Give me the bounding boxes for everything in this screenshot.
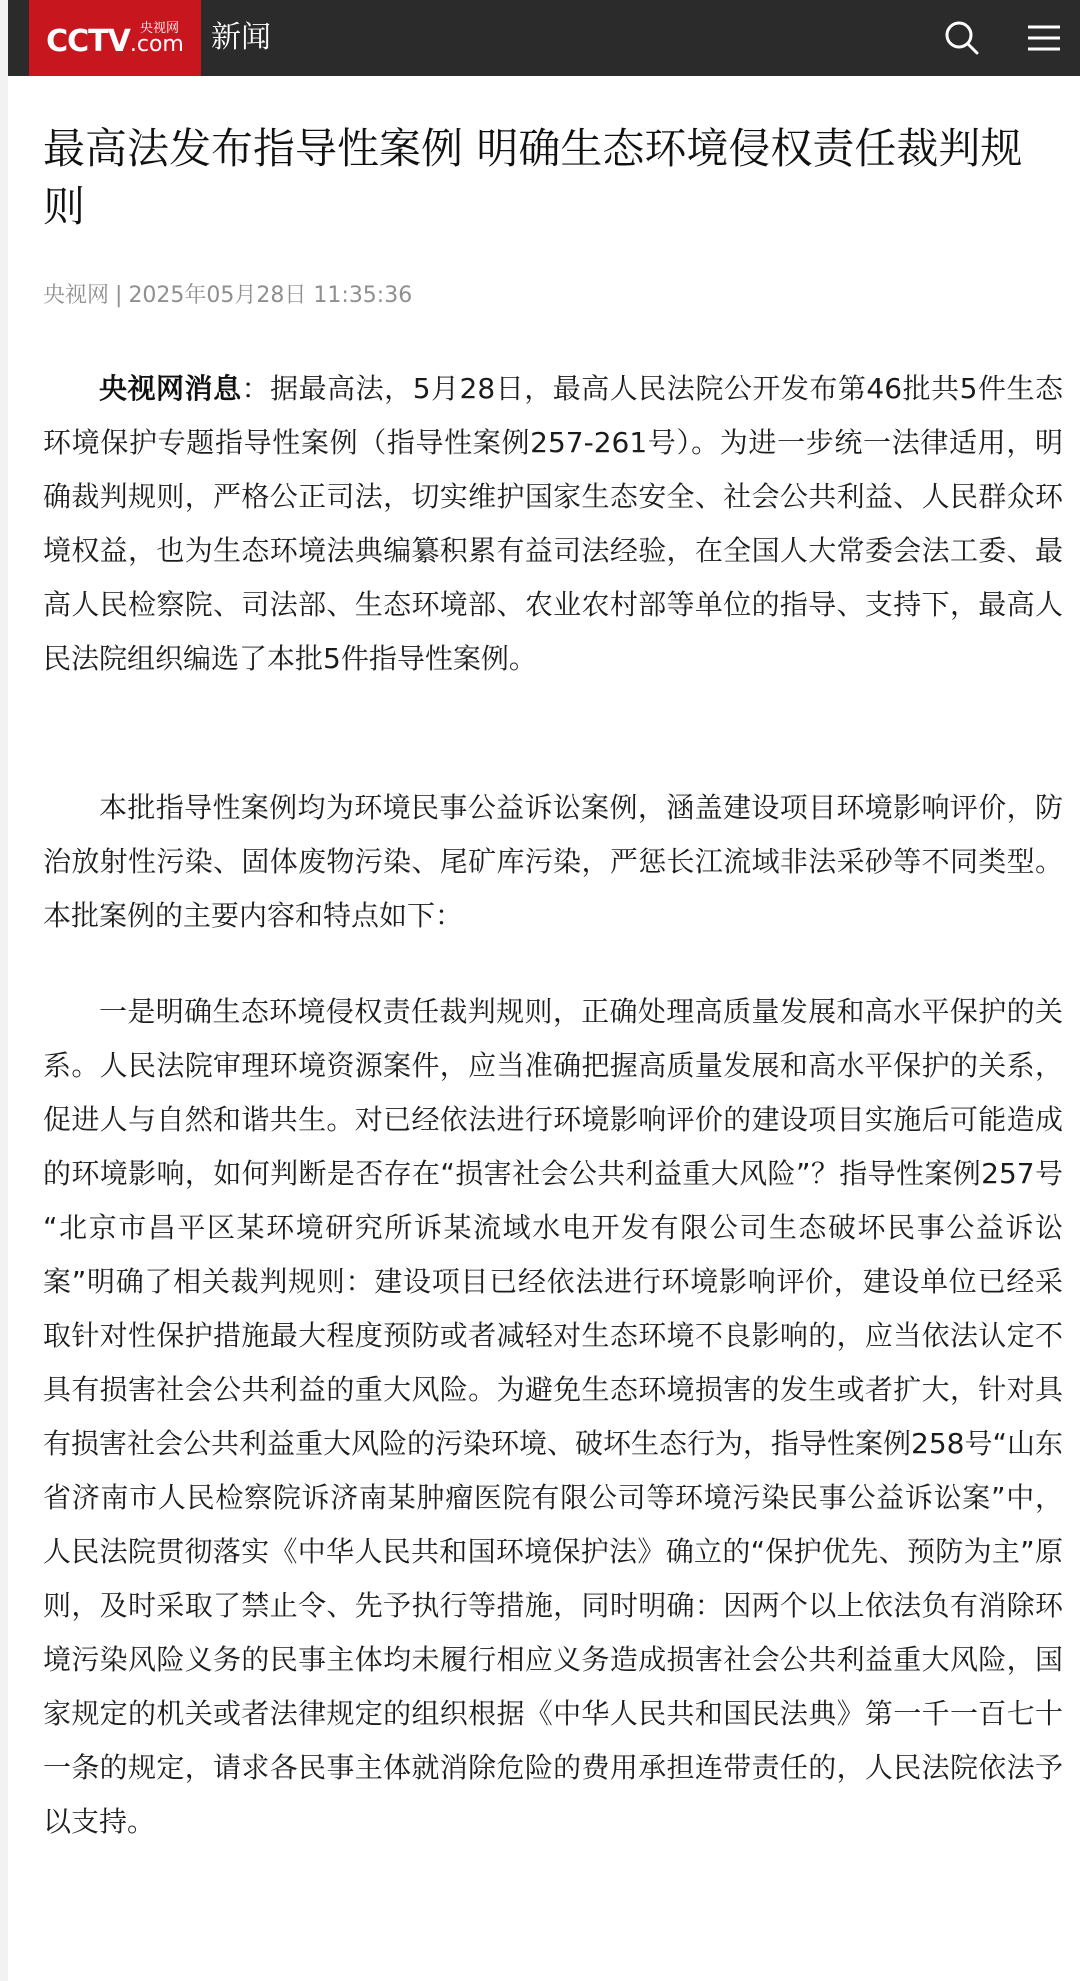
article-paragraph [43, 985, 1063, 1849]
top-nav-bar [8, 0, 1080, 76]
article-paragraph [43, 362, 1063, 686]
page-frame [8, 0, 1080, 1981]
article-paragraph [43, 781, 1063, 943]
meta-separator: | [115, 283, 123, 308]
article-source[interactable]: 央视网 [43, 283, 110, 308]
section-title-news[interactable]: 新闻 [211, 20, 271, 55]
search-button[interactable] [938, 14, 986, 62]
cctv-logo[interactable] [29, 0, 201, 76]
menu-button[interactable] [1020, 14, 1068, 62]
paragraph-lead: 央视网消息 [99, 372, 242, 405]
article-meta [43, 278, 412, 309]
logo-subtext: 央视网 [139, 21, 179, 36]
logo-wordmark [46, 24, 184, 59]
logo-dotcom: .com [129, 32, 184, 57]
article-title: 最高法发布指导性案例 明确生态环境侵权责任裁判规则 [43, 124, 1023, 231]
paragraph-text: ：据最高法，5月28日，最高人民法院公开发布第46批共5件生态环境保护专题指导性案例（指导性案例257-261号）。为进一步统一法律适用，明确裁判规则，严格公正司法，切实维护国家生态安全、社会公共利益、人民群众环境权益，也为生态环境法典编纂积累有益司法经验，在全国人大常委会法工委、最高人民检察院、司法部、生态环境部、农业农村部等单位的指导、支持下，最高人民法院组织编选了本批5件指导性案例。 [43, 372, 1063, 675]
paragraph-text: 本批指导性案例均为环境民事公益诉讼案例，涵盖建设项目环境影响评价，防治放射性污染、固体废物污染、尾矿库污染，严惩长江流域非法采砂等不同类型。本批案例的主要内容和特点如下： [43, 791, 1063, 932]
article-datetime: 2025年05月28日 11:35:36 [128, 283, 413, 308]
search-icon [942, 18, 982, 58]
menu-icon [1026, 22, 1062, 54]
logo-main: CCTV [46, 24, 130, 59]
paragraph-text: 一是明确生态环境侵权责任裁判规则，正确处理高质量发展和高水平保护的关系。人民法院审理环境资源案件，应当准确把握高质量发展和高水平保护的关系，促进人与自然和谐共生。对已经依法进行环境影响评价的建设项目实施后可能造成的环境影响，如何判断是否存在“损害社会公共利益重大风险”？指导性案例257号 “北京市昌平区某环境研究所诉某流域水电开发有限公司生态破坏民事公益诉讼案”明确了相关裁判规则：建设项目已经依法进行环境影响评价，建设单位已经采取针对性保护措施最大程度预防或者减轻对生态环境不良影响的，应当依法认定不具有损害社会公共利益的重大风险。为避免生态环境损害的发生或者扩大，针对具有损害社会公共利益重大风险的污染环境、破坏生态行为，指导性案例258号“山东省济南市人民检察院诉济南某肿瘤医院有限公司等环境污染民事公益诉讼案”中，人民法院贯彻落实《中华人民共和国环境保护法》确立的“保护优先、预防为主”原则，及时采取了禁止令、先予执行等措施，同时明确：因两个以上依法负有消除环境污染风险义务的民事主体均未履行相应义务造成损害社会公共利益重大风险，国家规定的机关或者法律规定的组织根据《中华人民共和国民法典》第一千一百七十一条的规定，请求各民事主体就消除危险的费用承担连带责任的，人民法院依法予以支持。 [43, 995, 1063, 1838]
